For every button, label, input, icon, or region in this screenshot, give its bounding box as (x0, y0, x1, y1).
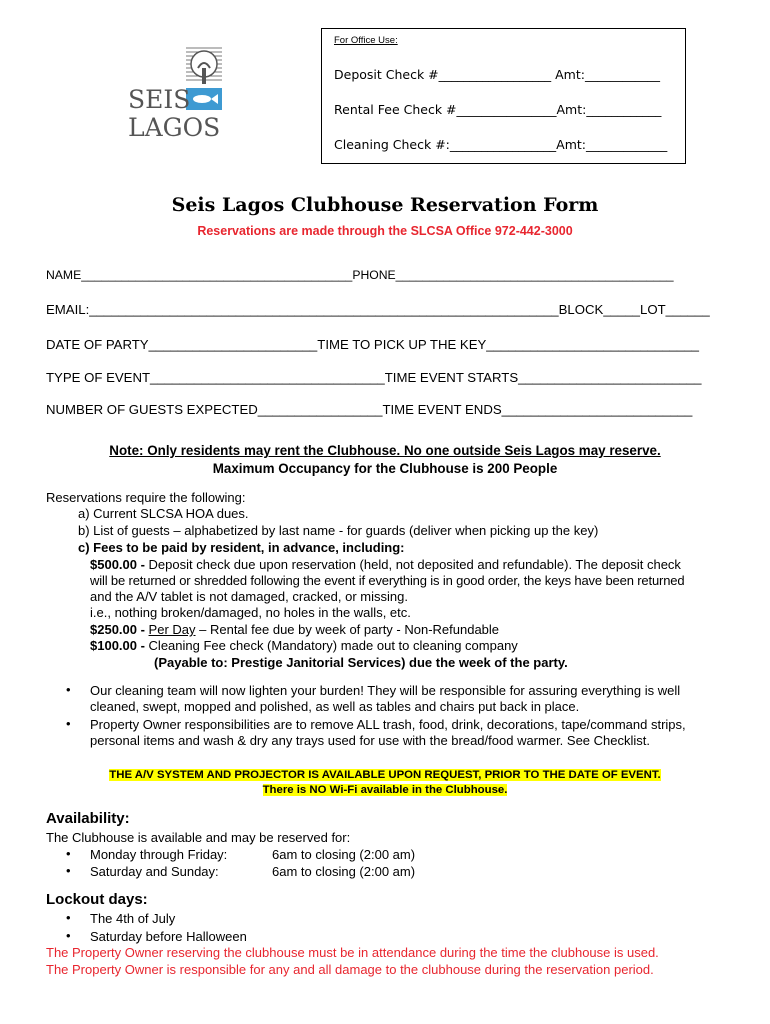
availability-heading: Availability: (46, 810, 130, 827)
deposit-cont-3: i.e., nothing broken/damaged, no holes in the walls, etc. (90, 605, 411, 620)
availability-intro: The Clubhouse is available and may be reserved for: (46, 830, 351, 845)
rental-per-day: Per Day (148, 622, 196, 637)
logo-lagos: LAGOS (128, 113, 221, 140)
office-use-title: For Office Use: (334, 35, 398, 46)
cleaning-team-line-1: Our cleaning team will now lighten your burden! They will be responsible for assuring everything is well (90, 683, 681, 698)
av-notice-line-1: THE A/V SYSTEM AND PROJECTOR IS AVAILABLE UPON REQUEST, PRIOR TO THE DATE OF EVENT. (109, 769, 661, 781)
lockout-heading: Lockout days: (46, 891, 148, 908)
bullet-icon: • (66, 682, 71, 697)
email-block-lot-field[interactable]: EMAIL:________________________________________________________________BLOCK_____LOT______ (46, 302, 710, 317)
cleaning-text: Cleaning Fee check (Mandatory) made out to cleaning company (148, 638, 518, 653)
cleaning-fee-line (90, 637, 518, 654)
fish-icon (186, 88, 222, 110)
rental-text: – Rental fee due by week of party - Non-Refundable (195, 622, 500, 637)
requirements-intro: Reservations require the following: (46, 490, 246, 505)
requirement-c: c) Fees to be paid by resident, in advance, including: (78, 540, 405, 555)
cleaning-amount: $100.00 - (90, 638, 149, 653)
deposit-amount: $500.00 - (90, 557, 149, 572)
deposit-text: Deposit check due upon reservation (held, not deposited and refundable). The deposit check (148, 557, 681, 572)
office-use-box (321, 28, 686, 164)
owner-responsibility-line-1: Property Owner responsibilities are to remove ALL trash, food, drink, decorations, tape/command strips, (90, 717, 686, 732)
bullet-icon: • (66, 910, 71, 925)
weekend-label: Saturday and Sunday: (90, 864, 219, 879)
deposit-cont-2: and the A/V tablet is not damaged, cracked, or missing. (90, 589, 408, 604)
weekday-time: 6am to closing (2:00 am) (272, 847, 416, 862)
residents-only-note: Note: Only residents may rent the Clubhouse. No one outside Seis Lagos may reserve. (109, 443, 661, 458)
weekend-time: 6am to closing (2:00 am) (272, 864, 416, 879)
rental-amount: $250.00 - (90, 622, 149, 637)
bullet-icon: • (66, 846, 71, 861)
name-phone-field[interactable]: NAME________________________________________PHONE_________________________________________ (46, 268, 674, 282)
bullet-icon: • (66, 716, 71, 731)
form-subtitle: Reservations are made through the SLCSA Office 972-442-3000 (197, 224, 573, 238)
form-title: Seis Lagos Clubhouse Reservation Form (171, 194, 599, 216)
bullet-icon: • (66, 928, 71, 943)
max-occupancy-note: Maximum Occupancy for the Clubhouse is 200 People (212, 461, 558, 476)
guests-end-field[interactable]: NUMBER OF GUESTS EXPECTED_________________TIME EVENT ENDS__________________________ (46, 402, 693, 417)
rental-fee-check-line[interactable]: Rental Fee Check #________________Amt:____________ (334, 102, 662, 117)
attendance-warning: The Property Owner reserving the clubhouse must be in attendance during the time the clubhouse is used. (46, 945, 659, 960)
requirement-b: b) List of guests – alphabetized by last name - for guards (deliver when picking up the key) (78, 523, 599, 538)
deposit-fee-line (90, 556, 681, 573)
owner-responsibility-line-2: personal items and wash & dry any trays used for use with the bread/food warmer. See Checklist. (90, 733, 650, 748)
rental-fee-line (90, 621, 499, 638)
cleaning-team-line-2: cleaned, swept, mopped and polished, as well as tables and chairs put back in place. (90, 699, 580, 714)
lockout-day-1: The 4th of July (90, 911, 176, 926)
payable-to-line: (Payable to: Prestige Janitorial Services) due the week of the party. (154, 655, 568, 670)
damage-warning: The Property Owner is responsible for any and all damage to the clubhouse during the reservation period. (46, 962, 654, 977)
bullet-icon: • (66, 863, 71, 878)
requirement-a: a) Current SLCSA HOA dues. (78, 506, 249, 521)
cleaning-check-line[interactable]: Cleaning Check #:_________________Amt:_____________ (334, 137, 668, 152)
lockout-day-2: Saturday before Halloween (90, 929, 247, 944)
weekday-label: Monday through Friday: (90, 847, 228, 862)
deposit-check-line[interactable]: Deposit Check #__________________ Amt:____________ (334, 67, 660, 82)
seis-lagos-logo (126, 44, 232, 140)
logo-seis: SEIS (128, 85, 191, 114)
av-notice-line-2: There is NO Wi-Fi available in the Clubhouse. (262, 784, 508, 796)
date-key-time-field[interactable]: DATE OF PARTY_______________________TIME TO PICK UP THE KEY_____________________________ (46, 337, 700, 352)
event-type-start-field[interactable]: TYPE OF EVENT________________________________TIME EVENT STARTS_________________________ (46, 370, 702, 385)
tree-icon (186, 46, 222, 84)
deposit-cont-1: will be returned or shredded following the event if everything is in good order, the keys have been returned (90, 573, 685, 588)
